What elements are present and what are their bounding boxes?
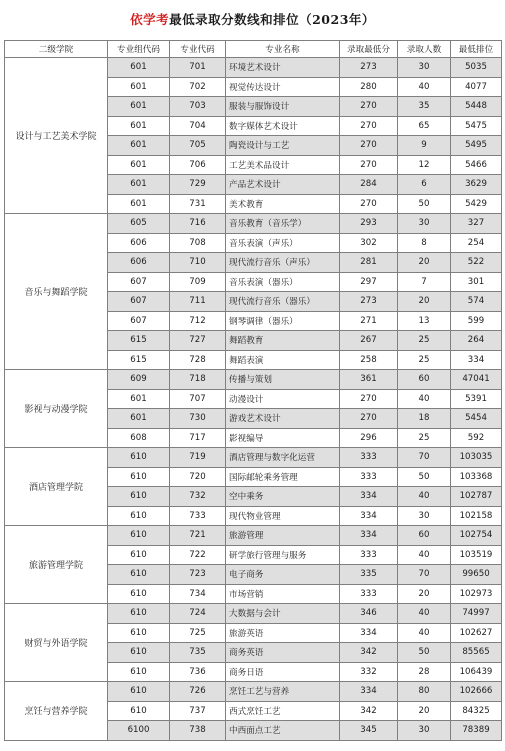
group-code-cell: 606	[108, 253, 170, 273]
count-cell: 65	[398, 116, 451, 136]
group-code-cell: 610	[108, 662, 170, 682]
count-cell: 40	[398, 545, 451, 565]
major-code-cell: 711	[170, 292, 226, 312]
min-rank-cell: 5448	[451, 97, 502, 117]
min-rank-cell: 5391	[451, 389, 502, 409]
group-code-cell: 601	[108, 136, 170, 156]
min-rank-cell: 102158	[451, 506, 502, 526]
min-rank-cell: 5035	[451, 58, 502, 78]
min-score-cell: 345	[340, 721, 398, 741]
count-cell: 50	[398, 194, 451, 214]
min-rank-cell: 301	[451, 272, 502, 292]
min-score-cell: 270	[340, 389, 398, 409]
count-cell: 40	[398, 389, 451, 409]
major-name-cell: 中西面点工艺	[226, 721, 340, 741]
count-cell: 30	[398, 721, 451, 741]
count-cell: 13	[398, 311, 451, 331]
major-code-cell: 730	[170, 409, 226, 429]
count-cell: 25	[398, 331, 451, 351]
college-cell: 影视与动漫学院	[5, 370, 108, 448]
min-score-cell: 342	[340, 643, 398, 663]
group-code-cell: 610	[108, 487, 170, 507]
min-rank-cell: 599	[451, 311, 502, 331]
count-cell: 20	[398, 253, 451, 273]
min-rank-cell: 103035	[451, 448, 502, 468]
min-score-cell: 270	[340, 136, 398, 156]
group-code-cell: 610	[108, 584, 170, 604]
major-name-cell: 市场营销	[226, 584, 340, 604]
table-row	[5, 526, 502, 546]
major-name-cell: 服装与服饰设计	[226, 97, 340, 117]
major-code-cell: 712	[170, 311, 226, 331]
group-code-cell: 601	[108, 409, 170, 429]
min-score-cell: 333	[340, 545, 398, 565]
major-name-cell: 影视编导	[226, 428, 340, 448]
count-cell: 7	[398, 272, 451, 292]
min-rank-cell: 102627	[451, 623, 502, 643]
group-code-cell: 610	[108, 623, 170, 643]
group-code-cell: 610	[108, 526, 170, 546]
major-code-cell: 736	[170, 662, 226, 682]
min-rank-cell: 102787	[451, 487, 502, 507]
college-cell: 音乐与舞蹈学院	[5, 214, 108, 370]
count-cell: 20	[398, 701, 451, 721]
count-cell: 70	[398, 565, 451, 585]
major-name-cell: 美术教育	[226, 194, 340, 214]
major-code-cell: 707	[170, 389, 226, 409]
major-name-cell: 现代物业管理	[226, 506, 340, 526]
count-cell: 20	[398, 292, 451, 312]
major-code-cell: 704	[170, 116, 226, 136]
min-score-cell: 270	[340, 194, 398, 214]
min-rank-cell: 106439	[451, 662, 502, 682]
min-rank-cell: 78389	[451, 721, 502, 741]
page-title	[0, 0, 505, 40]
count-cell: 50	[398, 467, 451, 487]
group-code-cell: 601	[108, 389, 170, 409]
min-rank-cell: 264	[451, 331, 502, 351]
count-cell: 60	[398, 526, 451, 546]
count-cell: 25	[398, 428, 451, 448]
major-code-cell: 723	[170, 565, 226, 585]
count-cell: 70	[398, 448, 451, 468]
major-code-cell: 717	[170, 428, 226, 448]
major-name-cell: 舞蹈教育	[226, 331, 340, 351]
major-name-cell: 音乐表演（声乐）	[226, 233, 340, 253]
table-row	[5, 604, 502, 624]
major-code-cell: 726	[170, 682, 226, 702]
group-code-cell: 601	[108, 58, 170, 78]
group-code-cell: 607	[108, 311, 170, 331]
count-cell: 18	[398, 409, 451, 429]
group-code-cell: 610	[108, 701, 170, 721]
header-min-score: 录取最低分	[340, 41, 398, 58]
min-score-cell: 270	[340, 116, 398, 136]
count-cell: 25	[398, 350, 451, 370]
min-score-cell: 334	[340, 526, 398, 546]
min-score-cell: 270	[340, 97, 398, 117]
min-rank-cell: 522	[451, 253, 502, 273]
header-row	[5, 41, 502, 58]
min-score-cell: 297	[340, 272, 398, 292]
header-college: 二级学院	[5, 41, 108, 58]
major-name-cell: 动漫设计	[226, 389, 340, 409]
count-cell: 12	[398, 155, 451, 175]
major-code-cell: 724	[170, 604, 226, 624]
min-score-cell: 335	[340, 565, 398, 585]
major-name-cell: 传播与策划	[226, 370, 340, 390]
major-name-cell: 舞蹈表演	[226, 350, 340, 370]
min-rank-cell: 99650	[451, 565, 502, 585]
major-name-cell: 烹饪工艺与营养	[226, 682, 340, 702]
group-code-cell: 601	[108, 194, 170, 214]
min-rank-cell: 334	[451, 350, 502, 370]
min-rank-cell: 5466	[451, 155, 502, 175]
major-name-cell: 环境艺术设计	[226, 58, 340, 78]
min-score-cell: 346	[340, 604, 398, 624]
count-cell: 6	[398, 175, 451, 195]
min-score-cell: 281	[340, 253, 398, 273]
min-rank-cell: 103368	[451, 467, 502, 487]
min-score-cell: 284	[340, 175, 398, 195]
major-name-cell: 游戏艺术设计	[226, 409, 340, 429]
major-code-cell: 720	[170, 467, 226, 487]
major-code-cell: 709	[170, 272, 226, 292]
major-name-cell: 现代流行音乐（器乐）	[226, 292, 340, 312]
major-name-cell: 钢琴调律（器乐）	[226, 311, 340, 331]
count-cell: 20	[398, 584, 451, 604]
group-code-cell: 615	[108, 350, 170, 370]
min-rank-cell: 102973	[451, 584, 502, 604]
major-name-cell: 西式烹饪工艺	[226, 701, 340, 721]
college-cell: 旅游管理学院	[5, 526, 108, 604]
admission-table	[4, 40, 502, 741]
title-rest: 最低录取分数线和排位（2023年）	[169, 12, 375, 27]
major-code-cell: 738	[170, 721, 226, 741]
count-cell: 30	[398, 58, 451, 78]
min-rank-cell: 4077	[451, 77, 502, 97]
min-score-cell: 332	[340, 662, 398, 682]
major-code-cell: 706	[170, 155, 226, 175]
header-major-name: 专业名称	[226, 41, 340, 58]
min-score-cell: 333	[340, 448, 398, 468]
min-score-cell: 302	[340, 233, 398, 253]
min-score-cell: 334	[340, 623, 398, 643]
min-score-cell: 270	[340, 409, 398, 429]
major-name-cell: 音乐表演（器乐）	[226, 272, 340, 292]
major-code-cell: 701	[170, 58, 226, 78]
college-cell: 财贸与外语学院	[5, 604, 108, 682]
table-body	[5, 58, 502, 741]
min-score-cell: 333	[340, 467, 398, 487]
major-name-cell: 商务日语	[226, 662, 340, 682]
min-rank-cell: 574	[451, 292, 502, 312]
group-code-cell: 601	[108, 155, 170, 175]
major-name-cell: 电子商务	[226, 565, 340, 585]
major-name-cell: 大数据与会计	[226, 604, 340, 624]
college-cell: 烹饪与营养学院	[5, 682, 108, 741]
min-score-cell: 271	[340, 311, 398, 331]
count-cell: 30	[398, 214, 451, 234]
count-cell: 40	[398, 604, 451, 624]
major-name-cell: 研学旅行管理与服务	[226, 545, 340, 565]
min-score-cell: 334	[340, 506, 398, 526]
min-rank-cell: 5475	[451, 116, 502, 136]
major-name-cell: 陶瓷设计与工艺	[226, 136, 340, 156]
major-name-cell: 视觉传达设计	[226, 77, 340, 97]
min-rank-cell: 5454	[451, 409, 502, 429]
min-rank-cell: 102666	[451, 682, 502, 702]
group-code-cell: 610	[108, 604, 170, 624]
group-code-cell: 607	[108, 272, 170, 292]
min-rank-cell: 102754	[451, 526, 502, 546]
min-score-cell: 342	[340, 701, 398, 721]
major-name-cell: 产品艺术设计	[226, 175, 340, 195]
group-code-cell: 610	[108, 565, 170, 585]
major-code-cell: 710	[170, 253, 226, 273]
group-code-cell: 601	[108, 175, 170, 195]
min-score-cell: 270	[340, 155, 398, 175]
major-code-cell: 727	[170, 331, 226, 351]
count-cell: 40	[398, 623, 451, 643]
major-name-cell: 数字媒体艺术设计	[226, 116, 340, 136]
major-code-cell: 737	[170, 701, 226, 721]
group-code-cell: 610	[108, 506, 170, 526]
major-code-cell: 718	[170, 370, 226, 390]
major-code-cell: 721	[170, 526, 226, 546]
min-score-cell: 273	[340, 58, 398, 78]
major-code-cell: 733	[170, 506, 226, 526]
major-code-cell: 729	[170, 175, 226, 195]
major-code-cell: 728	[170, 350, 226, 370]
group-code-cell: 610	[108, 545, 170, 565]
major-name-cell: 国际邮轮乘务管理	[226, 467, 340, 487]
group-code-cell: 601	[108, 77, 170, 97]
min-score-cell: 267	[340, 331, 398, 351]
major-name-cell: 工艺美术品设计	[226, 155, 340, 175]
min-rank-cell: 84325	[451, 701, 502, 721]
group-code-cell: 605	[108, 214, 170, 234]
min-score-cell: 296	[340, 428, 398, 448]
major-name-cell: 现代流行音乐（声乐）	[226, 253, 340, 273]
min-score-cell: 333	[340, 584, 398, 604]
min-score-cell: 293	[340, 214, 398, 234]
college-cell: 酒店管理学院	[5, 448, 108, 526]
header-count: 录取人数	[398, 41, 451, 58]
min-score-cell: 334	[340, 682, 398, 702]
count-cell: 8	[398, 233, 451, 253]
table-row	[5, 58, 502, 78]
group-code-cell: 601	[108, 116, 170, 136]
group-code-cell: 6100	[108, 721, 170, 741]
major-code-cell: 716	[170, 214, 226, 234]
min-rank-cell: 103519	[451, 545, 502, 565]
min-rank-cell: 592	[451, 428, 502, 448]
group-code-cell: 610	[108, 467, 170, 487]
table-row	[5, 448, 502, 468]
min-score-cell: 334	[340, 487, 398, 507]
group-code-cell: 608	[108, 428, 170, 448]
major-name-cell: 空中乘务	[226, 487, 340, 507]
count-cell: 28	[398, 662, 451, 682]
major-code-cell: 731	[170, 194, 226, 214]
college-cell: 设计与工艺美术学院	[5, 58, 108, 214]
group-code-cell: 615	[108, 331, 170, 351]
major-code-cell: 732	[170, 487, 226, 507]
table-row	[5, 214, 502, 234]
min-rank-cell: 5495	[451, 136, 502, 156]
count-cell: 40	[398, 77, 451, 97]
major-code-cell: 735	[170, 643, 226, 663]
major-name-cell: 音乐教育（音乐学）	[226, 214, 340, 234]
table-row	[5, 682, 502, 702]
major-code-cell: 708	[170, 233, 226, 253]
min-rank-cell: 327	[451, 214, 502, 234]
group-code-cell: 610	[108, 448, 170, 468]
min-score-cell: 273	[340, 292, 398, 312]
count-cell: 80	[398, 682, 451, 702]
count-cell: 9	[398, 136, 451, 156]
major-code-cell: 702	[170, 77, 226, 97]
group-code-cell: 606	[108, 233, 170, 253]
group-code-cell: 610	[108, 682, 170, 702]
header-min-rank: 最低排位	[451, 41, 502, 58]
count-cell: 30	[398, 506, 451, 526]
group-code-cell: 609	[108, 370, 170, 390]
count-cell: 35	[398, 97, 451, 117]
min-score-cell: 361	[340, 370, 398, 390]
major-name-cell: 酒店管理与数字化运营	[226, 448, 340, 468]
count-cell: 60	[398, 370, 451, 390]
min-rank-cell: 74997	[451, 604, 502, 624]
min-score-cell: 258	[340, 350, 398, 370]
major-code-cell: 725	[170, 623, 226, 643]
major-code-cell: 705	[170, 136, 226, 156]
major-name-cell: 商务英语	[226, 643, 340, 663]
min-rank-cell: 254	[451, 233, 502, 253]
group-code-cell: 610	[108, 643, 170, 663]
min-rank-cell: 5429	[451, 194, 502, 214]
major-code-cell: 722	[170, 545, 226, 565]
major-name-cell: 旅游英语	[226, 623, 340, 643]
count-cell: 50	[398, 643, 451, 663]
major-name-cell: 旅游管理	[226, 526, 340, 546]
major-code-cell: 703	[170, 97, 226, 117]
group-code-cell: 601	[108, 97, 170, 117]
count-cell: 40	[398, 487, 451, 507]
min-rank-cell: 3629	[451, 175, 502, 195]
major-code-cell: 734	[170, 584, 226, 604]
title-highlight: 依学考	[130, 12, 170, 27]
major-code-cell: 719	[170, 448, 226, 468]
min-rank-cell: 85565	[451, 643, 502, 663]
header-major-code: 专业代码	[170, 41, 226, 58]
group-code-cell: 607	[108, 292, 170, 312]
min-rank-cell: 47041	[451, 370, 502, 390]
min-score-cell: 280	[340, 77, 398, 97]
header-group-code: 专业组代码	[108, 41, 170, 58]
table-row	[5, 370, 502, 390]
